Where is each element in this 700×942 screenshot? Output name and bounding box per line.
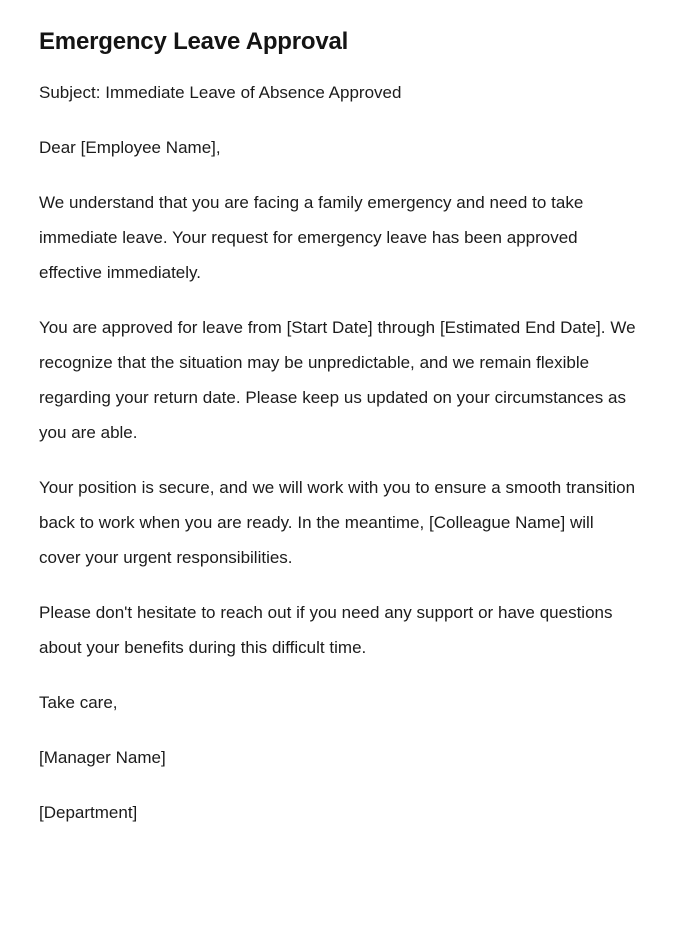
body-paragraph-leave-dates: You are approved for leave from [Start Date] through [Estimated End Date]. We recognize that the situation may be unpredictable, and we remain flexible regarding your return date. Please keep us updated on your circumstances as you are able. [39,318,636,442]
page-title: Emergency Leave Approval [39,28,349,55]
salutation-line: Dear [Employee Name], [39,138,221,157]
document-body [39,57,661,830]
signoff-line: Take care, [39,693,118,712]
signature-department: [Department] [39,803,138,822]
body-paragraph-support-offer: Please don't hesitate to reach out if you need any support or have questions about your benefits during this difficult time. [39,603,613,657]
signature-manager-name: [Manager Name] [39,748,166,767]
subject-line: Subject: Immediate Leave of Absence Approved [39,83,402,102]
body-paragraph-understanding: We understand that you are facing a family emergency and need to take immediate leave. Your request for emergency leave has been approved effective immediately. [39,193,584,282]
body-paragraph-position-security: Your position is secure, and we will work with you to ensure a smooth transition back to work when you are ready. In the meantime, [Colleague Name] will cover your urgent responsibilities. [39,478,636,567]
